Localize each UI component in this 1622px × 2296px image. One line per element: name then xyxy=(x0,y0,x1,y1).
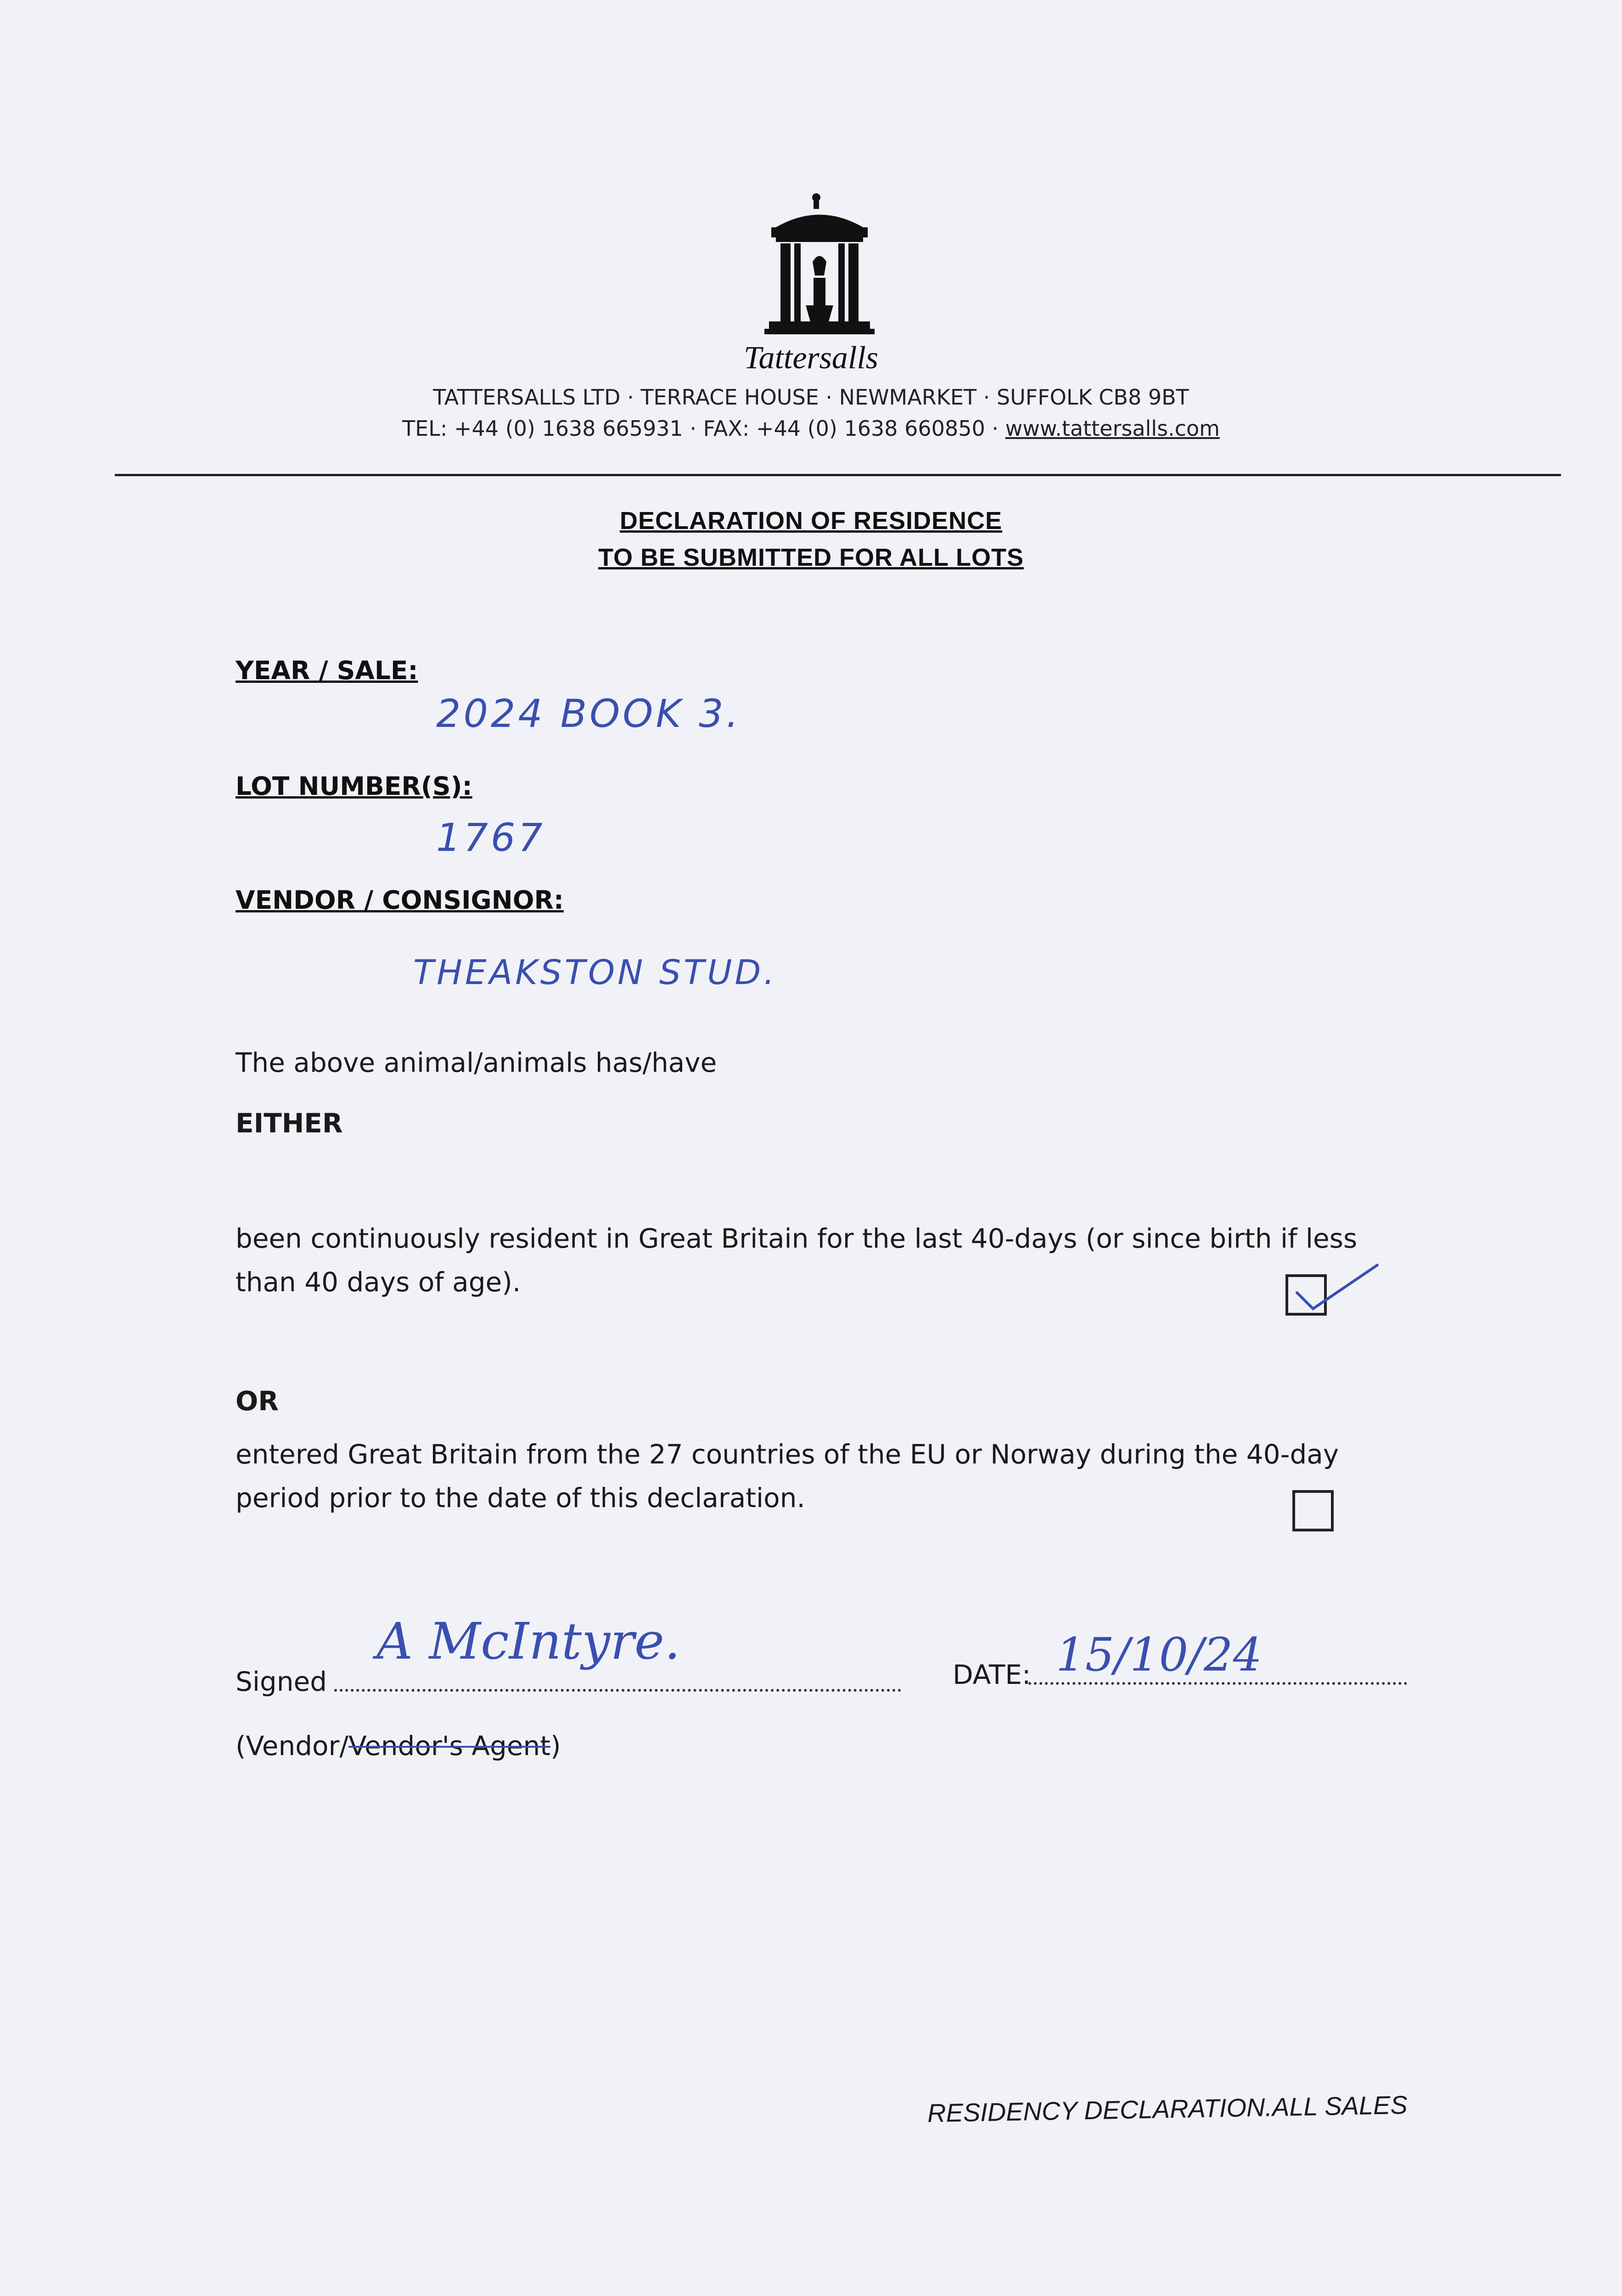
form-subtitle: TO BE SUBMITTED FOR ALL LOTS xyxy=(598,544,1024,571)
website-link[interactable]: www.tattersalls.com xyxy=(1005,416,1220,441)
date-line xyxy=(1028,1682,1407,1685)
vendor-consignor-label: VENDOR / CONSIGNOR: xyxy=(236,885,564,915)
signature[interactable]: A McIntyre. xyxy=(376,1612,680,1671)
signed-label: Signed xyxy=(236,1666,327,1697)
lot-number-value[interactable]: 1767 xyxy=(436,815,545,860)
signer-role-prefix: (Vendor/ xyxy=(236,1730,348,1761)
either-heading: EITHER xyxy=(236,1108,343,1139)
date-label: DATE: xyxy=(953,1659,1031,1690)
signer-role-struck: Vendor's Agent xyxy=(348,1730,550,1761)
form-title: DECLARATION OF RESIDENCE xyxy=(619,507,1003,535)
signature-line xyxy=(334,1689,901,1692)
vendor-consignor-value[interactable]: THEAKSTON STUD. xyxy=(413,953,777,992)
or-heading: OR xyxy=(236,1385,279,1417)
form-footer-code: RESIDENCY DECLARATION.ALL SALES xyxy=(927,2090,1408,2128)
date-value[interactable]: 15/10/24 xyxy=(1056,1628,1263,1682)
year-sale-value[interactable]: 2024 BOOK 3. xyxy=(436,691,741,736)
tattersalls-temple-logo xyxy=(762,193,877,344)
signer-role-suffix: ) xyxy=(550,1730,561,1761)
option-resident-text: been continuously resident in Great Britain for the last 40-days (or since birth if less than 40 days of age). xyxy=(236,1223,1358,1298)
checkmark-icon xyxy=(1281,1254,1382,1322)
header-divider xyxy=(115,474,1561,476)
company-address: TATTERSALLS LTD · TERRACE HOUSE · NEWMARKET · SUFFOLK CB8 9BT xyxy=(433,385,1189,410)
company-contact xyxy=(0,416,1622,441)
signer-role xyxy=(236,1730,561,1761)
declaration-intro: The above animal/animals has/have xyxy=(236,1047,717,1078)
contact-numbers: TEL: +44 (0) 1638 665931 · FAX: +44 (0) 1638 660850 · xyxy=(402,416,1005,441)
year-sale-label: YEAR / SALE: xyxy=(236,656,418,685)
brand-name: Tattersalls xyxy=(743,340,879,376)
option-entered-text: entered Great Britain from the 27 countries of the EU or Norway during the 40-day period prior to the date of this declaration. xyxy=(236,1439,1339,1514)
lot-number-label: LOT NUMBER(S): xyxy=(236,771,472,801)
option-entered-checkbox[interactable] xyxy=(1292,1490,1334,1531)
